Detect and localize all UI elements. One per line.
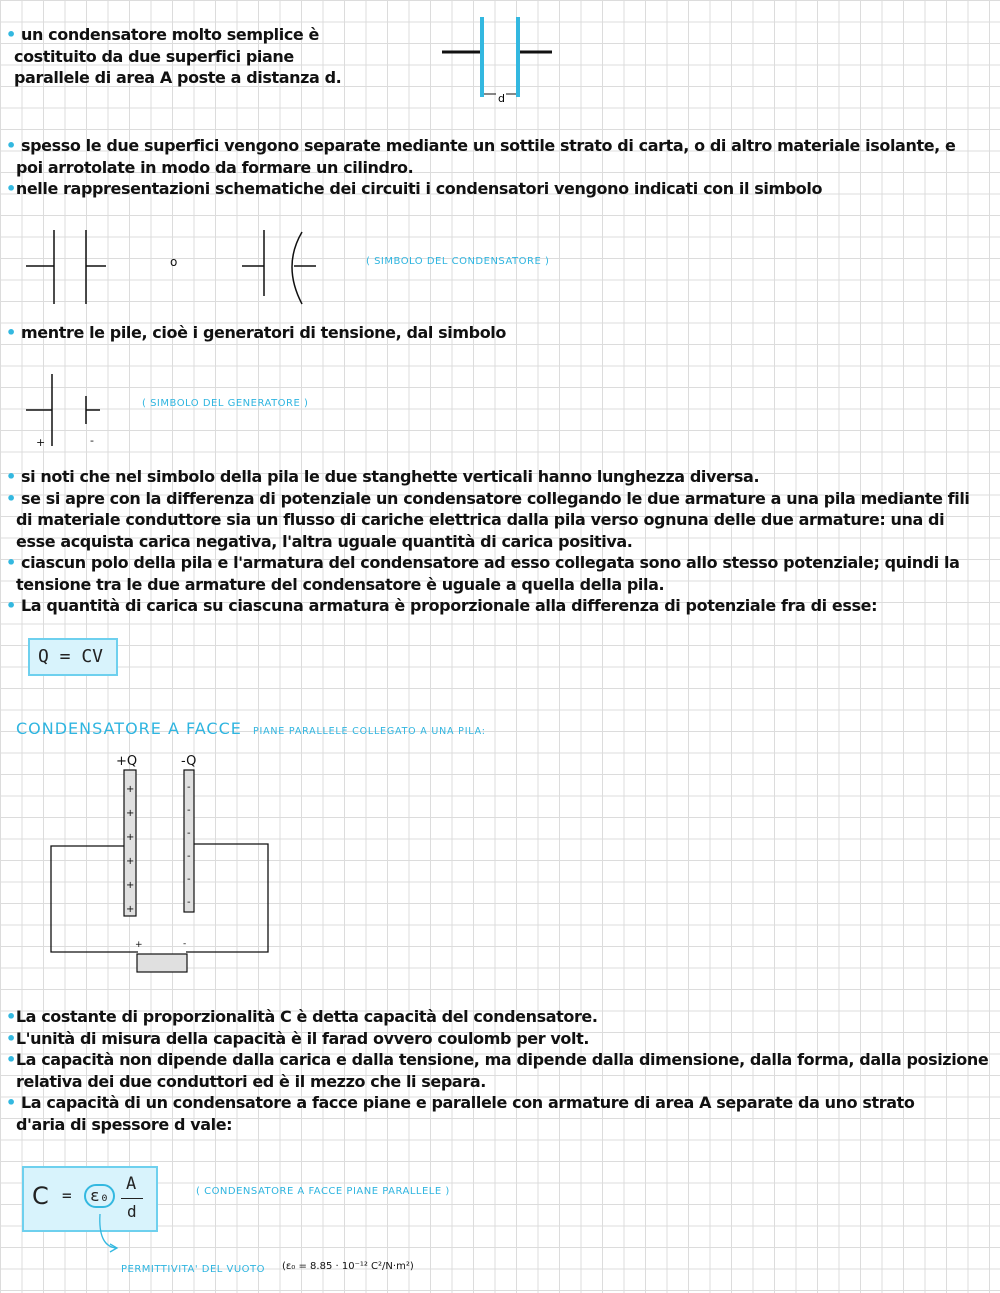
formula-q-box [28,638,118,676]
bullet-dot: • [6,467,16,486]
plus-sign: + [126,880,135,891]
intro-line: un condensatore molto semplice è [21,25,319,44]
bullet-dot: • [6,136,16,155]
minus-sign: - [187,828,191,839]
minus-charges [187,776,191,914]
bullet-text: di materiale conduttore sia un flusso di cariche elettrica dalla pila verso ognuna delle due armature: una di [16,510,945,529]
parallel-plates-sketch [440,12,580,112]
bullet-dot: • [6,488,16,508]
plus-sign: + [126,904,135,915]
plus-plate-label: +Q [116,754,138,769]
bullet-text: La costante di proporzionalità C è detta capacità del condensatore. [15,1007,598,1026]
permittivity-value: (ε₀ = 8.85 · 10⁻¹² C²/N·m²) [282,1261,414,1272]
intro-line: parallele di area A poste a distanza d. [14,68,342,87]
bullet-dot: • [6,596,16,615]
intro-line: costituito da due superfici piane [14,46,294,66]
formula-c-eq: = [62,1186,72,1205]
capacitor-symbol-curved [242,228,332,308]
plus-sign: + [126,808,135,819]
generator-symbol-label: ( SIMBOLO DEL GENERATORE ) [142,398,309,409]
bullet-text: La capacità di un condensatore a facce piane e parallele con armature di area A separate da uno strato [21,1093,915,1112]
battery-intro [6,322,506,344]
bullet-dot: • [6,553,16,572]
plus-sign: + [126,784,135,795]
bullet-text: La capacità non dipende dalla carica e dalla tensione, ma dipende dalla dimensione, dalla forma, dalla posizione [15,1050,989,1069]
fraction-bar [121,1198,143,1199]
permittivity-label: PERMITTIVITA' DEL VUOTO [121,1264,266,1275]
bullet-text: si noti che nel simbolo della pila le due stanghette verticali hanno lunghezza diversa. [21,467,760,486]
diagram-title-small: PIANE PARALLELE COLLEGATO A UNA PILA: [252,726,486,737]
minus-sign: - [187,782,191,793]
bullets-block-2 [6,466,970,617]
battery-plus: + [135,940,143,950]
bullets-block-3 [6,1006,988,1135]
bullet-text: spesso le due superfici vengono separate mediante un sottile strato di carta, o di altro materiale isolante, e [21,136,956,155]
bullet-text: relativa dei due conduttori ed è il mezzo che li separa. [16,1071,486,1091]
diagram-title [16,719,486,738]
bullet-text: ciascun polo della pila e l'armatura del condensatore ad esso collegata sono allo stesso potenziale; quindi la [21,553,960,572]
formula-c-label: ( CONDENSATORE A FACCE PIANE PARALLELE ) [196,1186,450,1197]
arrow-to-permittivity [94,1212,134,1262]
bullet-dot: • [6,323,16,342]
bullet-dot: • [6,1028,16,1048]
battery-intro-text: mentre le pile, cioè i generatori di tensione, dal simbolo [21,323,506,342]
bullet-dot: • [6,1007,16,1026]
formula-c-lhs: C [32,1182,49,1210]
generator-plus: + [36,436,46,449]
minus-sign: - [187,874,191,885]
formula-c-numerator: A [126,1174,137,1194]
bullet-text: nelle rappresentazioni schematiche dei circuiti i condensatori vengono indicati con il simbolo [15,179,823,198]
diagram-title-big: CONDENSATORE A FACCE [16,719,242,738]
capacitor-symbol-flat [26,228,116,308]
distance-label: d [498,92,505,105]
formula-c-box [22,1166,158,1232]
formula-q: Q = CV [38,646,104,667]
formula-c-denominator: d [127,1202,137,1221]
bullet-dot: • [6,1050,16,1069]
battery-minus: - [183,939,187,949]
plus-charges [126,778,134,922]
bullet-text: poi arrotolate in modo da formare un cilindro. [16,157,414,177]
minus-sign: - [187,897,191,908]
minus-sign: - [187,851,191,862]
bullet-dot: • [6,179,16,198]
bullet-text: L'unità di misura della capacità è il farad ovvero coulomb per volt. [15,1028,590,1048]
minus-plate-label: -Q [181,754,197,769]
bullet-dot: • [6,1093,16,1112]
minus-sign: - [187,805,191,816]
bullet-text: esse acquista carica negativa, l'altra uguale quantità di carica positiva. [16,531,633,551]
capacitor-circuit-diagram [48,768,288,978]
or-text: o [170,255,178,269]
bullet-text: d'aria di spessore d vale: [16,1114,233,1134]
bullet-text: se si apre con la differenza di potenziale un condensatore collegando le due armature a una pila mediante fili [21,488,970,508]
bullet-text: tensione tra le due armature del condensatore è uguale a quella della pila. [16,574,665,594]
capacitor-symbol-label: ( SIMBOLO DEL CONDENSATORE ) [366,256,550,267]
bullets-block-1 [6,135,955,200]
plus-sign: + [126,832,135,843]
bullet-text: La quantità di carica su ciascuna armatura è proporzionale alla differenza di potenziale fra di esse: [21,596,878,615]
intro-paragraph [6,24,341,89]
bullet-dot: • [6,25,16,44]
generator-minus: - [90,434,94,447]
epsilon-symbol: ε₀ [84,1184,115,1208]
plus-sign: + [126,856,135,867]
